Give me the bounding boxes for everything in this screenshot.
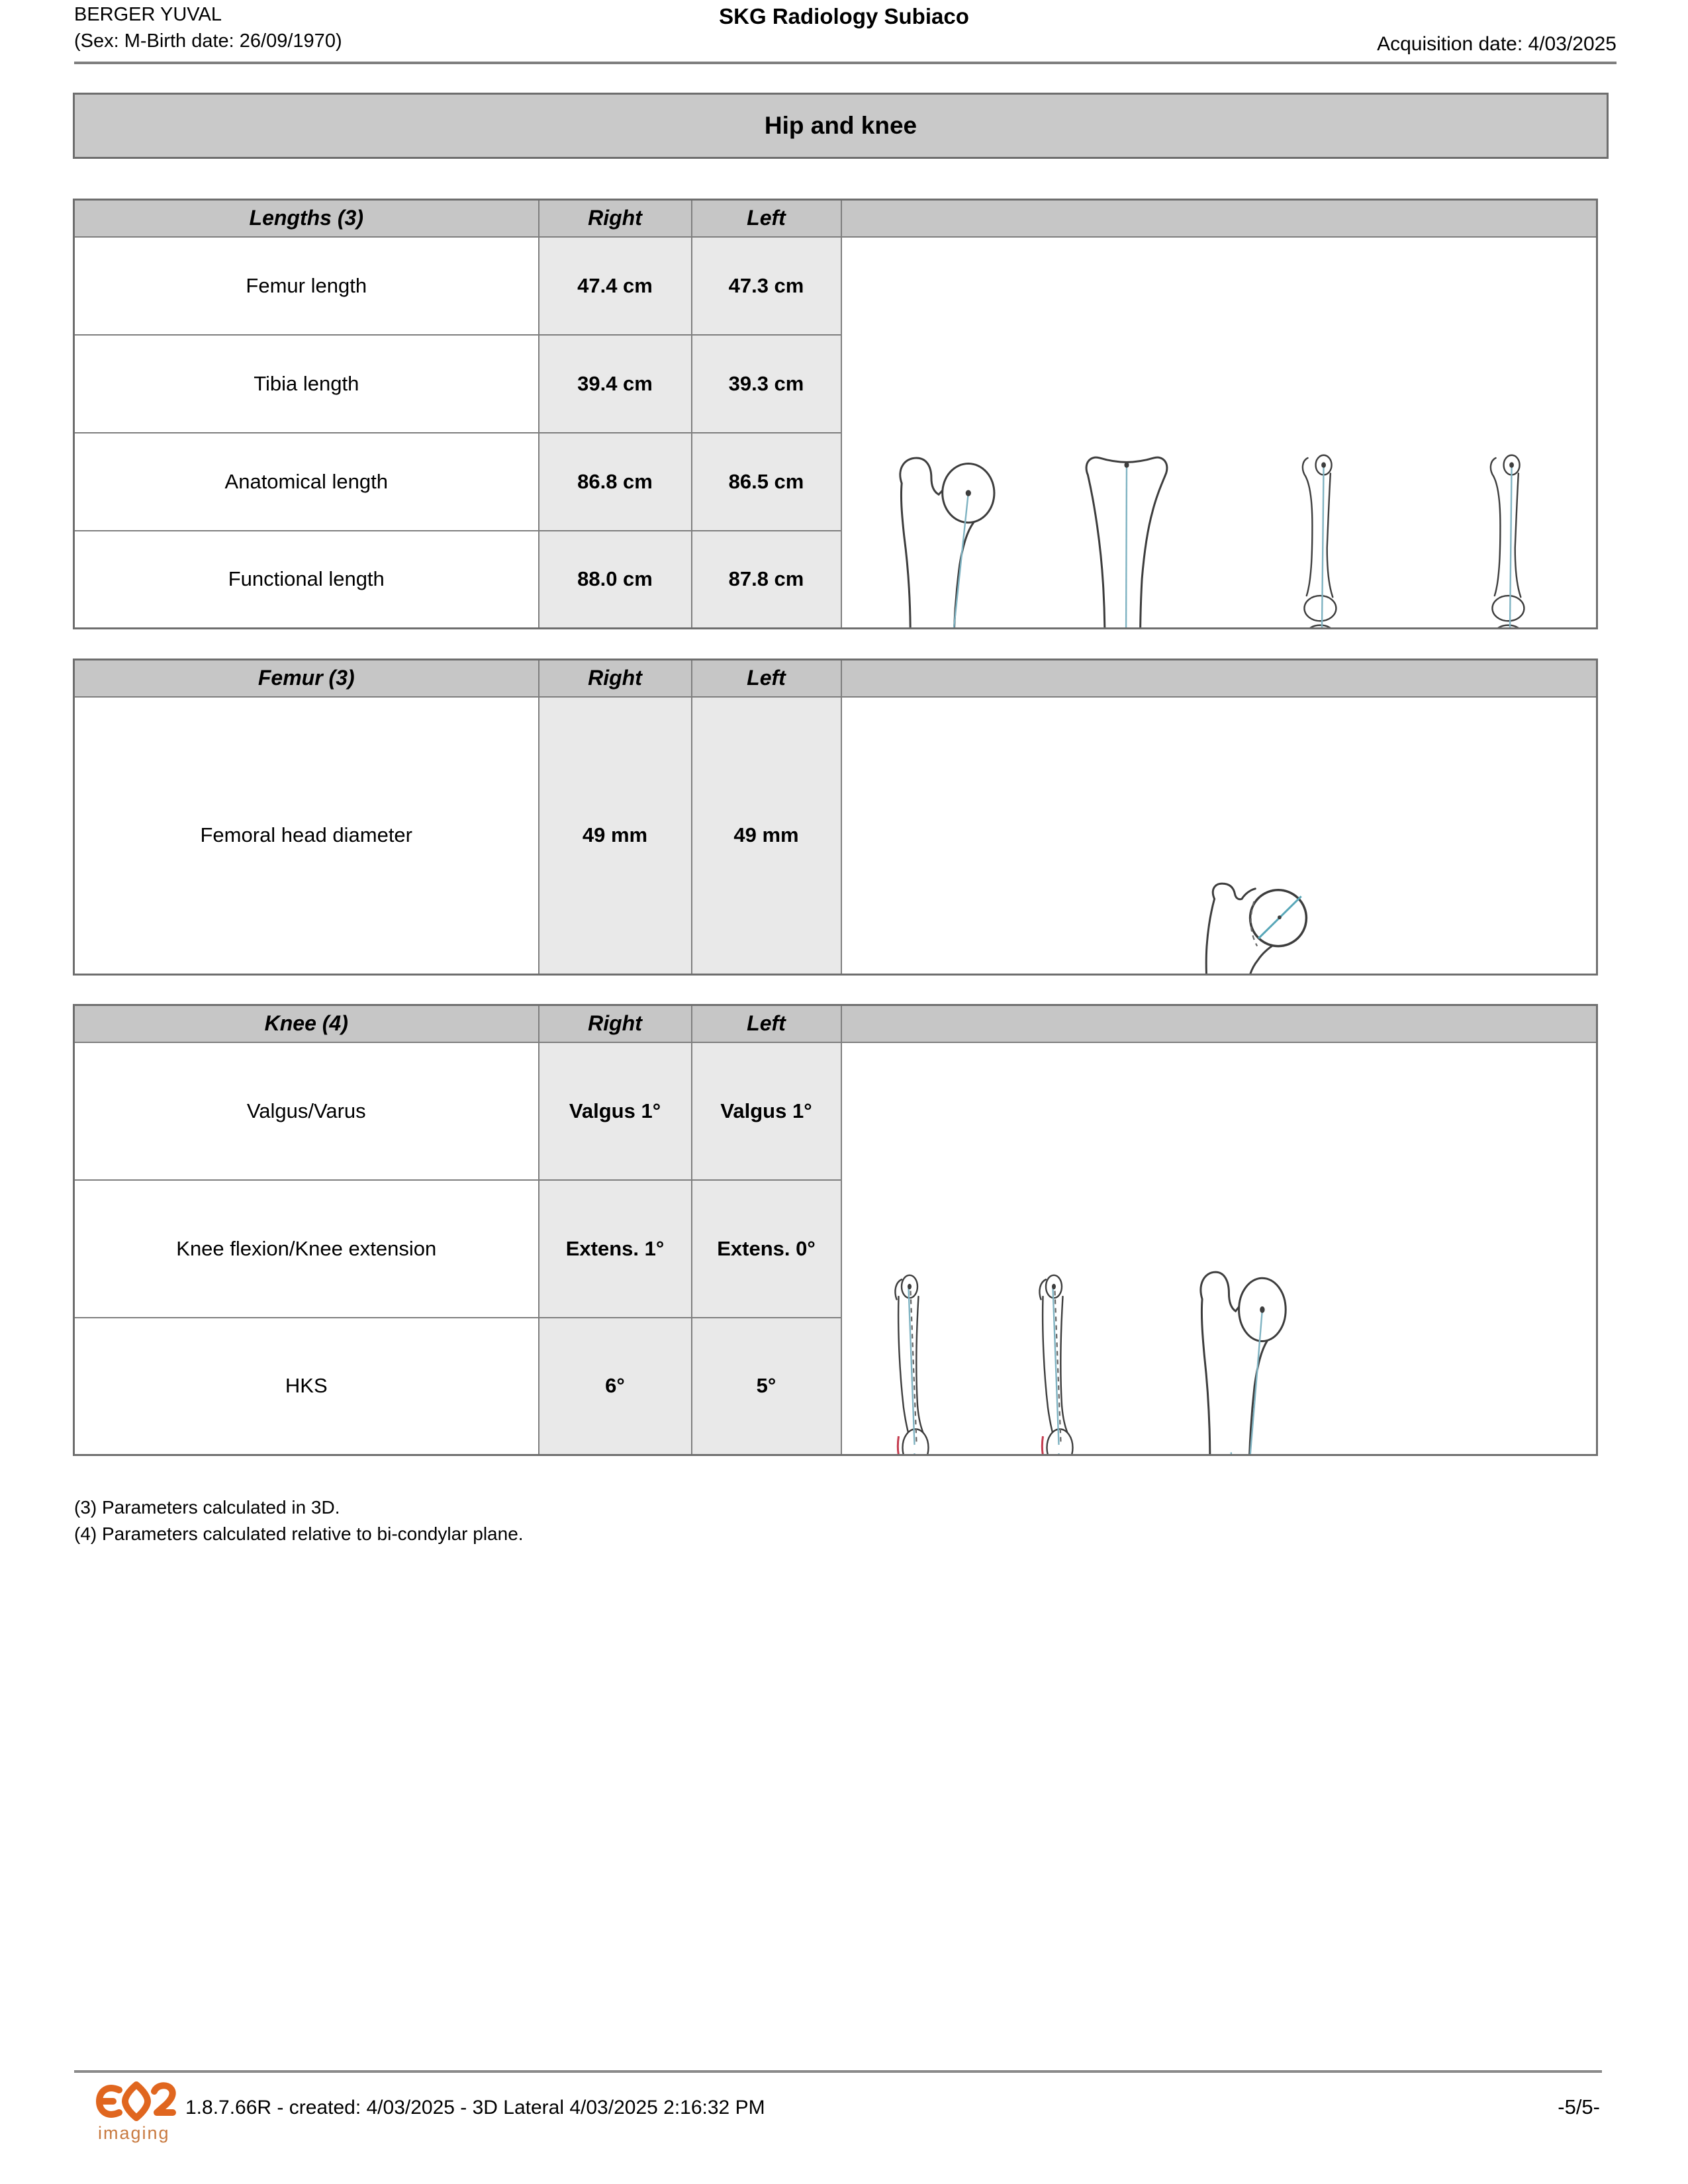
row-label: Anatomical length	[74, 433, 539, 531]
value-left: 47.3 cm	[692, 237, 841, 335]
value-left: Extens. 0°	[692, 1180, 841, 1318]
row-label: Valgus/Varus	[74, 1042, 539, 1180]
value-left: 49 mm	[692, 697, 841, 975]
right-knee-lateral-illustration	[870, 1268, 959, 1455]
value-left: 86.5 cm	[692, 433, 841, 531]
lengths-table	[73, 199, 1598, 629]
row-label: HKS	[74, 1318, 539, 1455]
svg-text:imaging: imaging	[98, 2123, 170, 2143]
value-right: Valgus 1°	[539, 1042, 692, 1180]
row-label: Femur length	[74, 237, 539, 335]
clinic-name: SKG Radiology Subiaco	[719, 4, 969, 28]
right-leg-illustration	[1278, 447, 1358, 628]
value-right: 47.4 cm	[539, 237, 692, 335]
femur-table-title: Femur (3)	[74, 660, 539, 697]
row-label: Knee flexion/Knee extension	[74, 1180, 539, 1318]
eos-imaging-logo	[93, 2079, 179, 2146]
lengths-illustrations	[841, 237, 1597, 629]
knee-col-left: Left	[692, 1005, 841, 1042]
tibia-illustration	[1074, 447, 1180, 628]
value-right: 49 mm	[539, 697, 692, 975]
value-right: 86.8 cm	[539, 433, 692, 531]
value-right: 88.0 cm	[539, 531, 692, 629]
value-right: 6°	[539, 1318, 692, 1455]
femoral-head-illustration	[1153, 856, 1332, 974]
lengths-col-right: Right	[539, 200, 692, 237]
page-number: -5/5-	[1558, 2095, 1600, 2118]
left-knee-lateral-illustration	[1014, 1268, 1103, 1455]
lengths-col-left: Left	[692, 200, 841, 237]
footer-divider	[74, 2070, 1602, 2073]
knee-table	[73, 1004, 1598, 1456]
header-divider	[74, 62, 1617, 64]
femur-illustration	[867, 447, 1003, 628]
lengths-image-header	[841, 200, 1597, 237]
lengths-table-title: Lengths (3)	[74, 200, 539, 237]
row-label: Functional length	[74, 531, 539, 629]
hks-femur-illustration	[1171, 1260, 1293, 1455]
patient-name: BERGER YUVAL	[74, 4, 222, 25]
table-row	[74, 1042, 1597, 1180]
value-right: 39.4 cm	[539, 335, 692, 433]
patient-details: (Sex: M-Birth date: 26/09/1970)	[74, 30, 342, 52]
femur-col-left: Left	[692, 660, 841, 697]
knee-image-header	[841, 1005, 1597, 1042]
section-title: Hip and knee	[73, 93, 1609, 159]
value-left: 39.3 cm	[692, 335, 841, 433]
femur-col-right: Right	[539, 660, 692, 697]
value-left: Valgus 1°	[692, 1042, 841, 1180]
row-label: Femoral head diameter	[74, 697, 539, 975]
knee-illustrations	[841, 1042, 1597, 1455]
footnote-4: (4) Parameters calculated relative to bi-condylar plane.	[74, 1524, 524, 1544]
knee-col-right: Right	[539, 1005, 692, 1042]
value-left: 87.8 cm	[692, 531, 841, 629]
value-right: Extens. 1°	[539, 1180, 692, 1318]
femur-illustrations	[841, 697, 1597, 975]
table-row	[74, 697, 1597, 975]
value-left: 5°	[692, 1318, 841, 1455]
acquisition-date: Acquisition date: 4/03/2025	[1377, 33, 1617, 55]
femur-image-header	[841, 660, 1597, 697]
knee-table-title: Knee (4)	[74, 1005, 539, 1042]
table-row	[74, 237, 1597, 335]
left-leg-illustration	[1466, 447, 1546, 628]
footnotes	[74, 1494, 524, 1547]
footnote-3: (3) Parameters calculated in 3D.	[74, 1497, 340, 1518]
femur-table	[73, 659, 1598, 976]
row-label: Tibia length	[74, 335, 539, 433]
footer-version-info: 1.8.7.66R - created: 4/03/2025 - 3D Lateral 4/03/2025 2:16:32 PM	[185, 2097, 765, 2118]
